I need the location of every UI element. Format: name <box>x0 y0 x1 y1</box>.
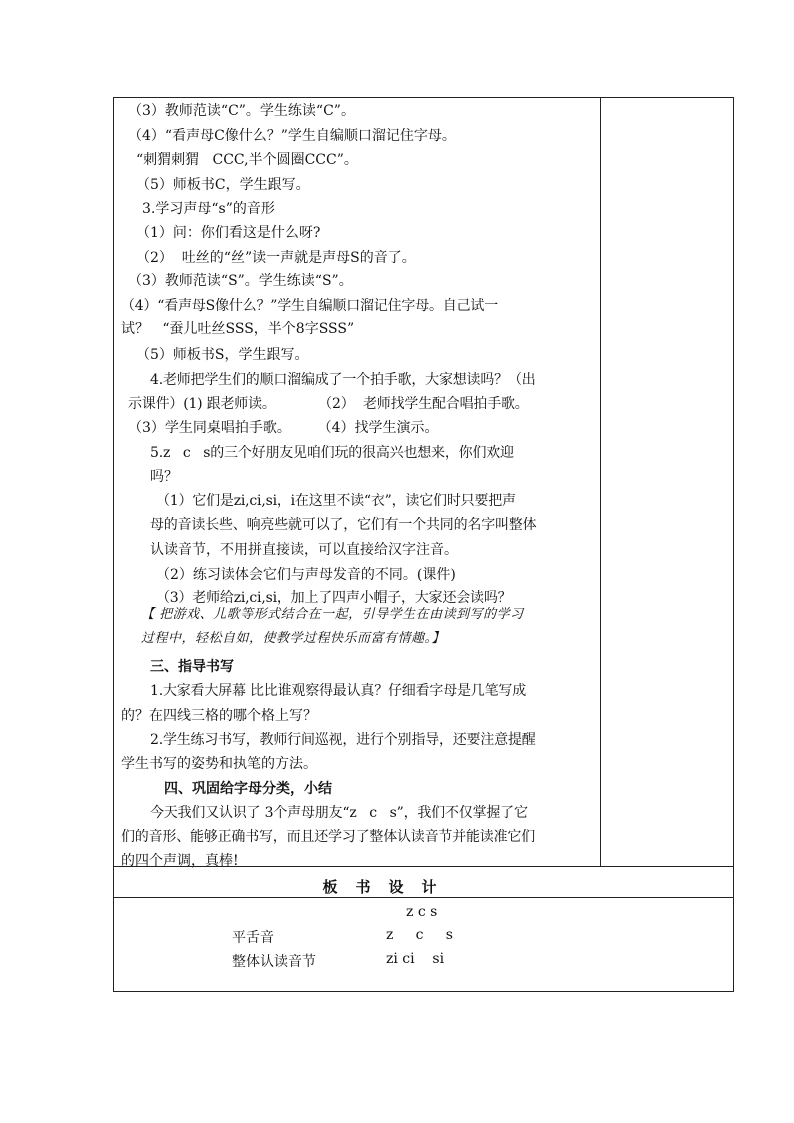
text-line: （1）问：你们看这是什么呀? <box>136 225 321 241</box>
section-heading: 3.学习声母“s”的音形 <box>142 201 275 217</box>
teaching-note: 【 把游戏、儿歌等形式结合在一起，引导学生在由读到写的学习 <box>141 607 524 622</box>
text-line: 学生书写的姿势和执笔的方法。 <box>121 756 317 772</box>
text-line: 1.大家看大屏幕 比比谁观察得最认真？仔细看字母是几笔写成 <box>150 683 527 699</box>
text-line: （5）师板书S，学生跟写。 <box>136 347 309 363</box>
text-line: （3）教师范读“S”。学生练读“S”。 <box>128 273 353 289</box>
column-divider <box>600 98 601 866</box>
text-line: 5.z c s的三个好朋友见咱们玩的很高兴也想来，你们欢迎 <box>150 445 514 461</box>
section-heading: 四、巩固给字母分类，小结 <box>164 781 332 797</box>
text-line: 吗？ <box>150 469 178 485</box>
lesson-table <box>113 97 734 992</box>
text-line: （1）它们是zi,ci,si，i在这里不读“衣”，读它们时只要把声 <box>156 493 516 509</box>
text-line: （2） 吐丝的“丝”读一声就是声母S的音了。 <box>136 250 416 266</box>
text-line: 们的音形、能够正确书写，而且还学习了整体认读音节并能读准它们 <box>121 829 535 845</box>
teaching-note: 过程中，轻松自如，使教学过程快乐而富有情趣。】 <box>141 631 446 646</box>
text-line: （2）练习读体会它们与声母发音的不同。(课件) <box>156 567 456 583</box>
board-row-label: 整体认读音节 <box>232 954 316 970</box>
text-line: （4）“看声母C像什么？”学生自编顺口溜记住字母。 <box>128 128 456 144</box>
board-row-label: 平舌音 <box>232 930 274 946</box>
board-design-title: 板书设计 <box>322 878 455 896</box>
section-heading: 三、指导书写 <box>150 659 234 675</box>
board-row-value: z c s <box>386 927 453 943</box>
text-line: 2.学生练习书写，教师行间巡视，进行个别指导，还要注意提醒 <box>150 732 536 748</box>
text-line: （3）教师范读“C”。学生练读“C”。 <box>128 103 355 119</box>
text-line: 4.老师把学生们的顺口溜编成了一个拍手歌，大家想读吗？（出 <box>150 372 536 388</box>
text-line: 认读音节，不用拼直接读，可以直接给汉字注音。 <box>150 542 458 558</box>
text-line: 的四个声调，真棒! <box>121 853 239 869</box>
text-line: （3）学生同桌唱拍手歌。 （4）找学生演示。 <box>128 420 439 436</box>
text-line: 试？ “蚕儿吐丝SSS，半个8字SSS” <box>121 321 355 337</box>
text-line: 今天我们又认识了 3个声母朋友“z c s”，我们不仅掌握了它 <box>150 805 528 821</box>
text-line: 的？在四线三格的哪个格上写？ <box>121 708 317 724</box>
text-line: 母的音读长些、响亮些就可以了，它们有一个共同的名字叫整体 <box>150 517 537 533</box>
board-letters: z c s <box>406 904 438 920</box>
text-line: （4）“看声母S像什么？”学生自编顺口溜记住字母。自己试一 <box>121 298 499 314</box>
text-line: （3）老师给zi,ci,si，加上了四声小帽子，大家还会读吗？ <box>156 590 512 606</box>
text-line: （5）师板书C，学生跟写。 <box>136 177 310 193</box>
row-divider <box>114 897 733 898</box>
board-row-value: zi ci si <box>386 951 445 967</box>
text-line: “刺猬刺猬 CCC,半个圆圈CCC”。 <box>136 152 358 168</box>
text-line: 示课件）(1) 跟老师读。 （2） 老师找学生配合唱拍手歌。 <box>128 396 529 412</box>
